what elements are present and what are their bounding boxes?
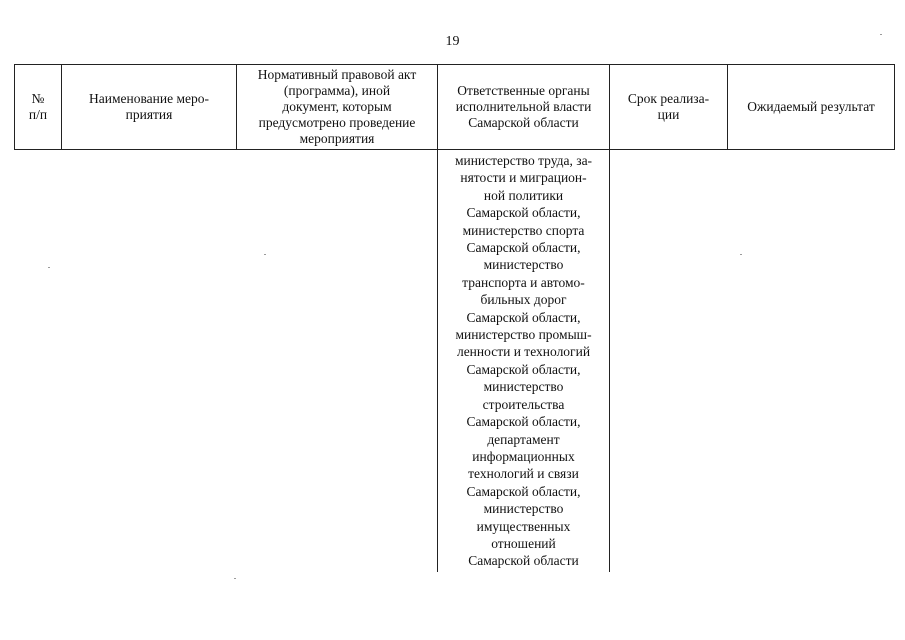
organs-line: Самарской области, bbox=[466, 361, 581, 377]
cell-event-name bbox=[62, 150, 237, 573]
organs-list bbox=[442, 152, 605, 570]
organs-line: технологий и связи bbox=[468, 466, 579, 482]
scan-speck bbox=[264, 254, 266, 255]
organs-line: бильных дорог bbox=[480, 292, 567, 308]
organs-line: ной политики bbox=[483, 187, 564, 203]
organs-line: Самарской области, bbox=[466, 483, 581, 499]
organs-line: министерство bbox=[483, 379, 564, 395]
organs-line: отношений bbox=[491, 535, 556, 551]
scan-speck bbox=[234, 578, 236, 579]
organs-line: ленности и технологий bbox=[456, 344, 591, 360]
table-header-row bbox=[15, 65, 895, 150]
organs-line: Самарской области, bbox=[466, 414, 581, 430]
organs-line: департамент bbox=[487, 431, 560, 447]
cell-responsible-organs bbox=[438, 150, 610, 573]
events-table bbox=[14, 64, 895, 572]
organs-line: министерство труда, за- bbox=[454, 153, 593, 168]
organs-line: министерство спорта bbox=[462, 222, 585, 238]
organs-line: министерство промыш- bbox=[455, 327, 592, 343]
organs-line: нятости и миграцион- bbox=[460, 170, 587, 186]
organs-line: Самарской области, bbox=[466, 205, 581, 221]
scan-speck bbox=[880, 34, 882, 35]
organs-line: информационных bbox=[472, 448, 575, 464]
organs-line: имущественных bbox=[476, 518, 571, 534]
organs-line: транспорта и автомо- bbox=[462, 274, 585, 290]
organs-line: строительства bbox=[482, 396, 565, 412]
header-legal-act: Нормативный правовой акт (программа), иной документ, которым предусмотрено проведение мероприятия bbox=[237, 65, 438, 150]
page-number: 19 bbox=[445, 34, 460, 49]
cell-number bbox=[15, 150, 62, 573]
organs-line: Самарской области, bbox=[466, 309, 581, 325]
header-responsible-organs: Ответственные органы исполнительной власти Самарской области bbox=[438, 65, 610, 150]
header-expected-result: Ожидаемый результат bbox=[728, 65, 895, 150]
scan-speck bbox=[740, 254, 742, 255]
cell-term bbox=[610, 150, 728, 573]
scan-speck bbox=[48, 267, 50, 268]
header-number: № п/п bbox=[15, 65, 62, 150]
header-term: Срок реализа- ции bbox=[610, 65, 728, 150]
organs-line: Самарской области bbox=[468, 553, 579, 569]
cell-expected-result bbox=[728, 150, 895, 573]
table-row bbox=[15, 150, 895, 573]
organs-line: министерство bbox=[483, 257, 564, 273]
header-event-name: Наименование меро- приятия bbox=[62, 65, 237, 150]
organs-line: Самарской области, bbox=[466, 240, 581, 256]
organs-line: министерство bbox=[483, 501, 564, 517]
cell-legal-act bbox=[237, 150, 438, 573]
